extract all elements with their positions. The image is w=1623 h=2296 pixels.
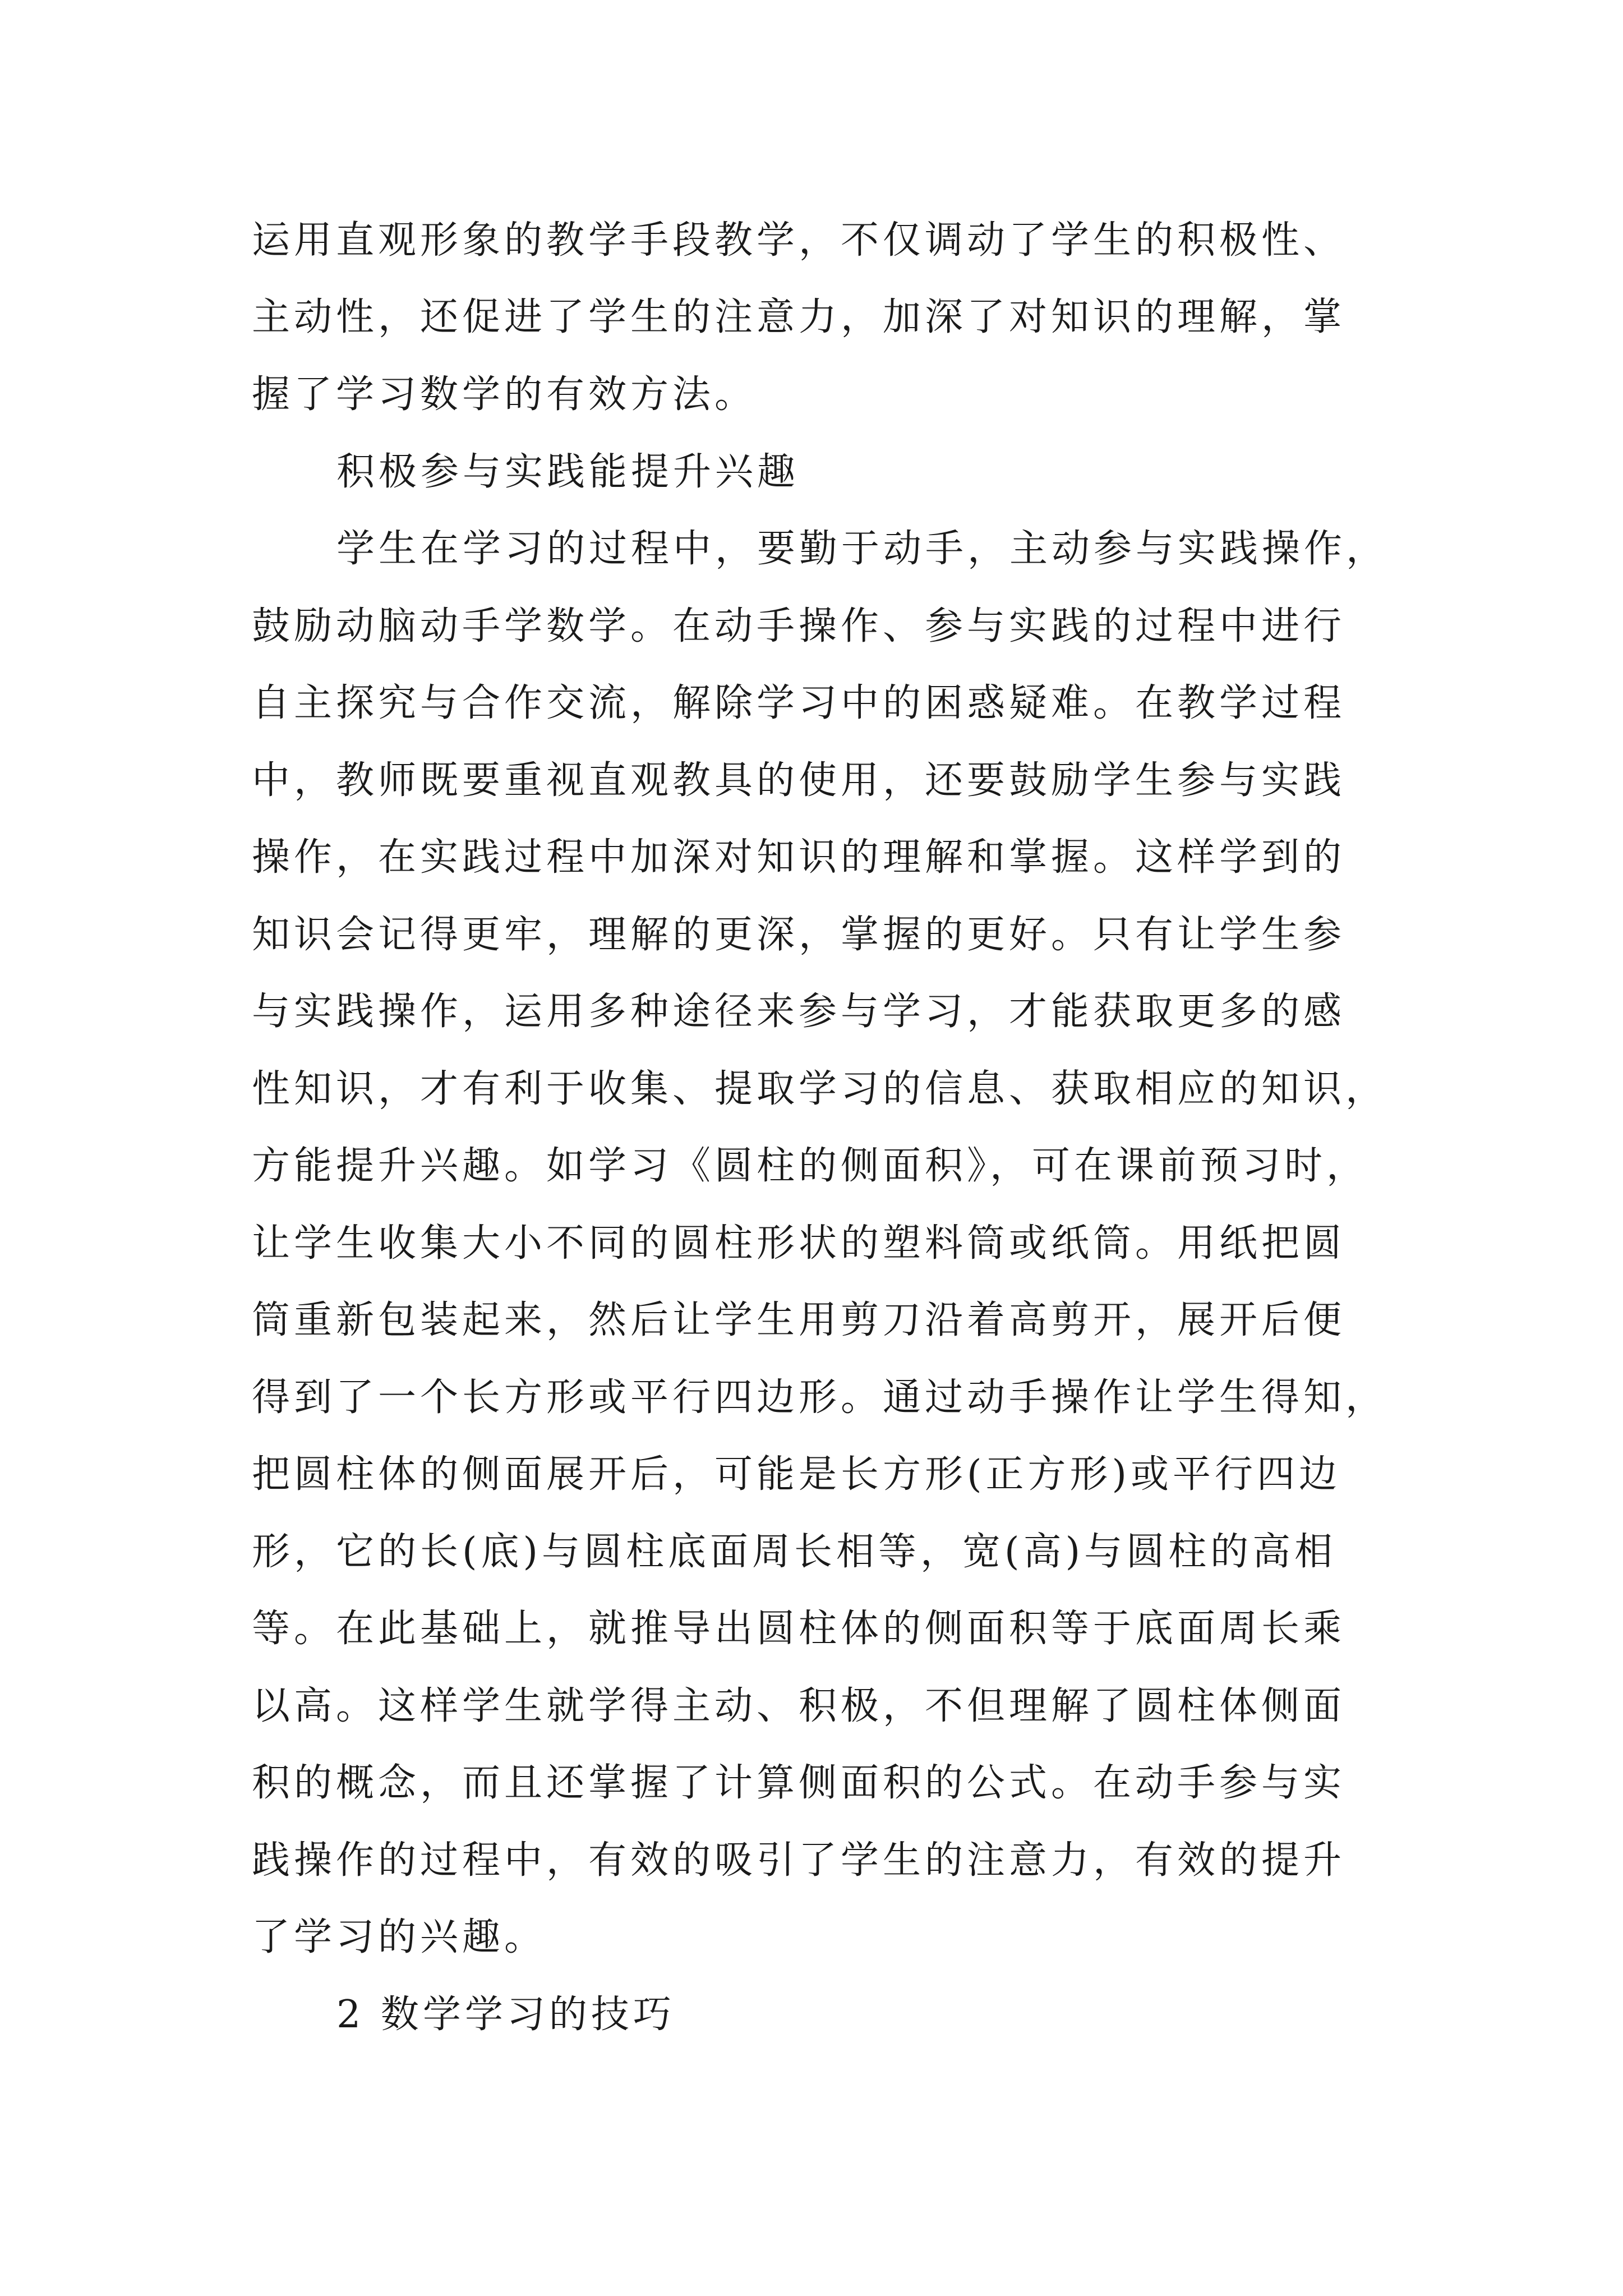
paragraph-line: 等。在此基础上，就推导出圆柱体的侧面积等于底面周长乘 <box>252 1607 1346 1651</box>
section-heading: 2 数学学习的技巧 <box>336 1993 675 2037</box>
paragraph-line: 与实践操作，运用多种途径来参与学习，才能获取更多的感 <box>252 990 1346 1034</box>
paragraph-line: 得到了一个长方形或平行四边形。通过动手操作让学生得知， <box>252 1375 1388 1420</box>
paragraph-line: 性知识，才有利于收集、提取学习的信息、获取相应的知识， <box>252 1067 1388 1111</box>
paragraph-line: 知识会记得更牢，理解的更深，掌握的更好。只有让学生参 <box>252 913 1346 957</box>
paragraph-line: 让学生收集大小不同的圆柱形状的塑料筒或纸筒。用纸把圆 <box>252 1221 1346 1266</box>
paragraph-line: 主动性，还促进了学生的注意力，加深了对知识的理解，掌 <box>252 295 1346 339</box>
paragraph-line: 运用直观形象的教学手段教学，不仅调动了学生的积极性、 <box>252 218 1346 263</box>
paragraph-line: 中，教师既要重视直观教具的使用，还要鼓励学生参与实践 <box>252 758 1346 803</box>
paragraph-line: 把圆柱体的侧面展开后，可能是长方形(正方形)或平行四边 <box>252 1452 1341 1497</box>
paragraph-line: 践操作的过程中，有效的吸引了学生的注意力，有效的提升 <box>252 1838 1346 1883</box>
paragraph-line: 积的概念，而且还掌握了计算侧面积的公式。在动手参与实 <box>252 1761 1346 1805</box>
paragraph-line: 形，它的长(底)与圆柱底面周长相等，宽(高)与圆柱的高相 <box>252 1530 1337 1574</box>
paragraph-line: 以高。这样学生就学得主动、积极，不但理解了圆柱体侧面 <box>252 1684 1346 1728</box>
paragraph-line: 自主探究与合作交流，解除学习中的困惑疑难。在教学过程 <box>252 681 1346 725</box>
paragraph-line: 鼓励动脑动手学数学。在动手操作、参与实践的过程中进行 <box>252 604 1346 648</box>
section-heading: 积极参与实践能提升兴趣 <box>336 450 800 494</box>
paragraph-line: 学生在学习的过程中，要勤于动手，主动参与实践操作， <box>336 527 1389 571</box>
paragraph-line: 筒重新包装起来，然后让学生用剪刀沿着高剪开，展开后便 <box>252 1298 1346 1342</box>
paragraph-line: 操作，在实践过程中加深对知识的理解和掌握。这样学到的 <box>252 835 1346 880</box>
paragraph-line: 方能提升兴趣。如学习《圆柱的侧面积》，可在课前预习时， <box>252 1144 1369 1188</box>
paragraph-line: 握了学习数学的有效方法。 <box>252 372 757 417</box>
paragraph-line: 了学习的兴趣。 <box>252 1915 547 1959</box>
